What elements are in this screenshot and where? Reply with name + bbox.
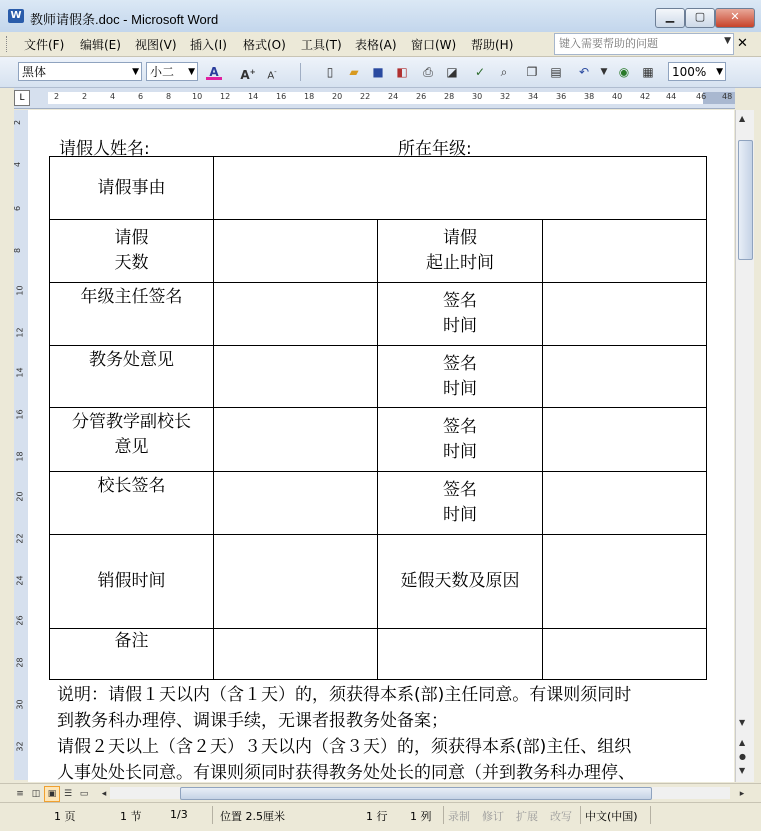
status-bar xyxy=(0,802,761,831)
scroll-left-icon[interactable]: ◂ xyxy=(101,789,107,799)
formatting-toolbar xyxy=(0,57,761,88)
table-cell[interactable]: 签名 时间 xyxy=(378,346,543,408)
status-extend[interactable]: 扩展 xyxy=(516,810,538,823)
paste-icon[interactable]: ▤ xyxy=(550,65,562,79)
status-pages: 1/3 xyxy=(170,808,188,821)
menu-file[interactable]: 文件(F) xyxy=(24,38,65,52)
menu-help[interactable]: 帮助(H) xyxy=(471,38,514,52)
table-cell[interactable] xyxy=(214,220,378,283)
requester-name-label: 请假人姓名: xyxy=(59,139,150,159)
table-cell[interactable]: 校长签名 xyxy=(50,472,214,535)
table-cell[interactable] xyxy=(543,629,707,680)
table-cell[interactable]: 延假天数及原因 xyxy=(378,535,543,629)
window-title: 教师请假条.doc - Microsoft Word xyxy=(30,12,219,27)
menu-view[interactable]: 视图(V) xyxy=(135,38,177,52)
research-icon[interactable]: ⌕ xyxy=(500,65,508,79)
close-document-icon[interactable]: ✕ xyxy=(737,36,748,51)
table-cell[interactable]: 分管教学副校长 意见 xyxy=(50,408,214,472)
table-cell[interactable] xyxy=(214,472,378,535)
menu-insert[interactable]: 插入(I) xyxy=(190,38,227,52)
chevron-down-icon: ▼ xyxy=(132,67,139,77)
table-cell[interactable]: 签名 时间 xyxy=(378,472,543,535)
status-section: 1 节 xyxy=(120,810,142,823)
zoom-select[interactable]: 100% ▼ xyxy=(668,62,726,81)
status-column: 1 列 xyxy=(410,810,432,823)
chevron-down-icon[interactable]: ▼ xyxy=(724,36,731,46)
table-row xyxy=(50,472,707,535)
table-row xyxy=(50,220,707,283)
table-cell[interactable]: 教务处意见 xyxy=(50,346,214,408)
browse-object-icon[interactable]: ● xyxy=(739,752,746,761)
font-size-select[interactable]: 小二 ▼ xyxy=(146,62,198,81)
next-page-icon[interactable]: ▼ xyxy=(739,766,746,775)
table-cell[interactable]: 备注 xyxy=(50,629,214,680)
word-app-icon[interactable]: W xyxy=(8,9,24,23)
status-track-changes[interactable]: 修订 xyxy=(482,810,504,823)
table-cell[interactable] xyxy=(543,472,707,535)
document-page[interactable] xyxy=(28,110,734,782)
font-color-icon[interactable]: A xyxy=(206,64,222,80)
table-icon[interactable]: ▦ xyxy=(642,65,654,79)
table-cell[interactable] xyxy=(214,346,378,408)
copy-icon[interactable]: ❐ xyxy=(526,65,538,79)
menu-tools[interactable]: 工具(T) xyxy=(301,38,342,52)
horizontal-ruler[interactable]: L 2 2 4 6 8 10 12 14 16 18 20 22 24 26 28 30 32 34 36 38 40 42 44 46 48 xyxy=(14,88,735,109)
leave-form-table xyxy=(49,156,707,680)
minimize-button[interactable]: ▁ xyxy=(655,8,685,28)
save-icon[interactable]: ■ xyxy=(372,65,384,79)
status-overtype[interactable]: 改写 xyxy=(550,810,572,823)
menu-format[interactable]: 格式(O) xyxy=(243,38,286,52)
vertical-ruler[interactable]: 2 4 6 8 10 12 14 16 18 20 22 24 26 28 30 32 xyxy=(14,110,28,780)
table-cell[interactable]: 请假 起止时间 xyxy=(378,220,543,283)
table-cell[interactable] xyxy=(214,535,378,629)
reading-view-icon[interactable]: ▭ xyxy=(79,789,89,799)
menu-window[interactable]: 窗口(W) xyxy=(411,38,457,52)
outline-view-icon[interactable]: ☰ xyxy=(63,789,73,799)
table-cell[interactable] xyxy=(214,408,378,472)
table-row xyxy=(50,283,707,346)
chevron-down-icon: ▼ xyxy=(188,67,195,77)
vertical-scrollbar[interactable] xyxy=(735,110,754,782)
scroll-right-icon[interactable]: ▸ xyxy=(739,789,745,799)
leave-policy-note: 说明：请假１天以内（含１天）的，须获得本系(部)主任同意。有课则须同时 到教务科办理停、调课手续，无课者报教务处备案； 请假２天以上（含２天）３天以内（含３天）的，须获得本系(部)主任、组织 人事处处长同意。有课则须同时获得教务处处长的同意（并到教务科办理停、 xyxy=(57,685,635,782)
title-bar xyxy=(0,0,761,33)
table-cell[interactable] xyxy=(214,629,378,680)
permission-icon[interactable]: ◧ xyxy=(396,65,408,79)
maximize-button[interactable]: ▢ xyxy=(685,8,715,28)
chevron-down-icon: ▼ xyxy=(716,67,723,77)
previous-page-icon[interactable]: ▲ xyxy=(739,738,746,747)
print-icon[interactable]: ⎙ xyxy=(423,65,433,79)
menu-edit[interactable]: 编辑(E) xyxy=(80,38,121,52)
close-button[interactable]: ✕ xyxy=(715,8,755,28)
help-search-input[interactable] xyxy=(555,34,713,52)
print-view-icon[interactable]: ▣ xyxy=(44,786,60,802)
undo-icon[interactable]: ↶ xyxy=(578,65,590,79)
open-folder-icon[interactable]: ▰ xyxy=(349,65,359,79)
help-search-box[interactable] xyxy=(554,33,734,55)
normal-view-icon[interactable]: ≡ xyxy=(16,789,24,799)
table-cell[interactable]: 签名 时间 xyxy=(378,408,543,472)
horizontal-scrollbar[interactable] xyxy=(0,783,761,802)
tab-stop-selector[interactable]: L xyxy=(14,90,30,106)
scroll-down-icon[interactable]: ▼ xyxy=(739,718,746,727)
new-document-icon[interactable]: ▯ xyxy=(326,65,334,79)
table-cell[interactable] xyxy=(543,408,707,472)
table-cell[interactable] xyxy=(378,629,543,680)
font-select[interactable]: 黑体 ▼ xyxy=(18,62,142,81)
table-cell[interactable] xyxy=(543,535,707,629)
table-row xyxy=(50,408,707,472)
table-cell[interactable] xyxy=(214,283,378,346)
table-row xyxy=(50,629,707,680)
hyperlink-icon[interactable]: ◉ xyxy=(618,65,630,79)
status-line: 1 行 xyxy=(366,810,388,823)
scroll-up-icon[interactable]: ▲ xyxy=(739,114,746,123)
grade-label: 所在年级: xyxy=(398,139,472,159)
status-position: 位置 2.5厘米 xyxy=(220,810,285,823)
menu-grip[interactable] xyxy=(6,36,10,52)
shrink-font-icon[interactable]: A- xyxy=(267,68,277,82)
web-view-icon[interactable]: ◫ xyxy=(31,789,41,799)
table-cell[interactable] xyxy=(543,220,707,283)
table-row xyxy=(50,157,707,220)
table-row xyxy=(50,535,707,629)
table-cell[interactable]: 年级主任签名 xyxy=(50,283,214,346)
status-language[interactable]: 中文(中国) xyxy=(585,810,638,823)
table-cell[interactable]: 请假事由 xyxy=(50,157,214,220)
table-cell[interactable] xyxy=(543,346,707,408)
hscroll-thumb[interactable] xyxy=(180,787,652,800)
status-page: 1 页 xyxy=(54,810,76,823)
table-cell[interactable] xyxy=(543,283,707,346)
table-cell[interactable]: 请假 天数 xyxy=(50,220,214,283)
chevron-down-icon[interactable]: ▼ xyxy=(600,67,608,77)
table-row xyxy=(50,346,707,408)
spelling-icon[interactable]: ✓ xyxy=(474,65,486,79)
print-preview-icon[interactable]: ◪ xyxy=(446,65,458,79)
menu-table[interactable]: 表格(A) xyxy=(355,38,397,52)
grow-font-icon[interactable]: A+ xyxy=(240,68,256,82)
table-cell[interactable] xyxy=(214,157,707,220)
scroll-thumb[interactable] xyxy=(738,140,753,260)
table-cell[interactable]: 销假时间 xyxy=(50,535,214,629)
status-record[interactable]: 录制 xyxy=(448,810,470,823)
table-cell[interactable]: 签名 时间 xyxy=(378,283,543,346)
